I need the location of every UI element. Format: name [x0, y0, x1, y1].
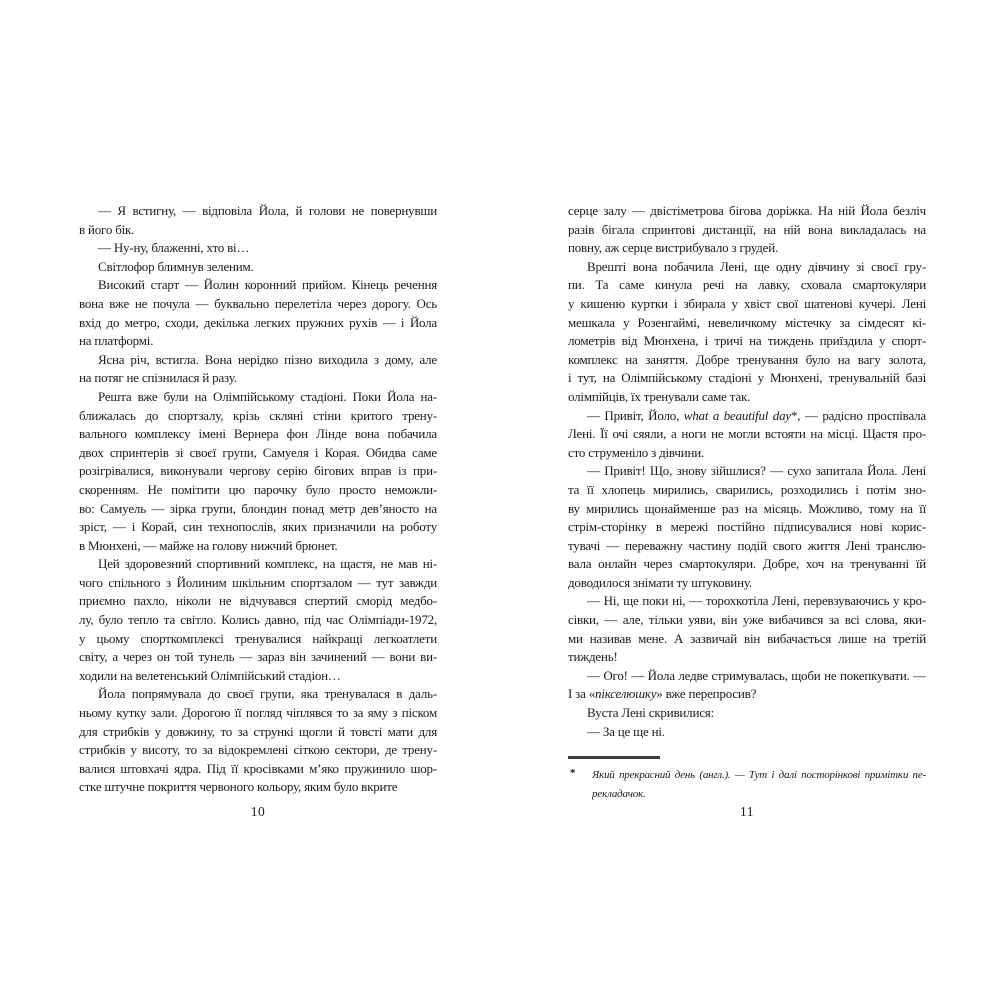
text-line: вона вже не почула — буквально перелетіла через дорогу. Ось [79, 295, 437, 311]
text-line: Решта вже були на Олімпійському стадіоні. Поки Йола на- [98, 388, 437, 404]
footnote-asterisk-marker: * [570, 766, 576, 779]
footnote-body [568, 766, 926, 805]
text-line: зріст, — і Корай, син технопослів, яких призначили на роботу [79, 519, 437, 535]
text-line: і тут, на Олімпійському стадіоні у Мюнхені, тренувальній базі [568, 370, 926, 386]
text-line: ньому кутку зали. Дорогою її погляд чіплявся то за яму з піском [79, 705, 437, 721]
text-line: доводилося знімати ту штуковину. [568, 574, 752, 590]
text-line: для стрибків у довжину, то за стрункі щогли й товсті мати для [79, 723, 437, 739]
text-line: Високий старт — Йолин коронний прийом. Кінець речення [98, 277, 437, 293]
text-line: — Привіт! Що, знову зійшлися? — сухо запитала Йола. Лені [587, 463, 926, 479]
text-line: ву мирились щонайменше раз на місяць. Можливо, тому на її [568, 500, 926, 516]
text-line: рекладачок. [592, 788, 646, 800]
text-line: сівки, — але, тільки уяви, він уже вибачився за всі слова, яки- [568, 612, 926, 628]
text-line: світу, а через он той тунель — зараз він зачинений — вони ви- [79, 649, 437, 665]
text-line: ми називав мене. А зазвичай він вибачається лише на третій [568, 630, 926, 646]
text-line: вхід до метро, сходи, декілька легких пружних рухів — і Йола [79, 314, 437, 330]
text-line: на потяг не спізнилася й разу. [79, 370, 237, 386]
text-line: лометрів від Мюнхена, і тричі на тиждень приїздила у спорт- [568, 333, 926, 349]
text-line: разів бігала спринтові дистанції, на ній вона викладалась на [568, 221, 926, 237]
text-line: — Ну-ну, блаженні, хто ві… [98, 240, 250, 256]
text-line: у цьому спорткомплексі тренувалися найкращі легкоатлети [79, 630, 437, 646]
text-line: Вуста Лені скривилися: [587, 705, 714, 721]
text-line: валися штовхачі ядра. Під її кросівками м’яко пружинило шор- [79, 760, 437, 776]
text-line: повну, аж серце вистрибувало з грудей. [568, 240, 779, 256]
text-line: тувачі — переважну частину подій свого життя Лені транслю- [568, 537, 926, 553]
text-line: вального комплексу імені Вернера фон Лінде вона побачила [79, 426, 437, 442]
text-line: в Мюнхені, — майже на голову нижчий брюнет. [79, 537, 338, 553]
text-line: та її хлопець мирились, сварились, розходились і потім зно- [568, 481, 926, 497]
text-line: тиждень! [568, 649, 618, 665]
text-line: Який прекрасний день (англ.). — Тут і далі посторінкові примітки пе- [592, 768, 926, 781]
text-line: ближалась до спортзалу, крізь скляні стіни критого трену- [79, 407, 437, 423]
text-line: І за «пікселюшку» вже перепросив? [568, 686, 757, 702]
text-line: — Привіт, Йоло, what a beautiful day*, — радісно проспівала [587, 407, 926, 423]
text-line: сто струменіло з дівчини. [568, 444, 705, 460]
text-line: на платформі. [79, 333, 154, 349]
footnote-divider-rule [568, 756, 660, 759]
text-line: скоренням. Не помітити цю парочку було просто неможли- [79, 481, 437, 497]
page-number-right: 11 [740, 804, 754, 819]
text-line: ходили на велетенський Олімпійський стадіон… [79, 667, 341, 683]
text-line: вала онлайн через смартокуляри. Добре, хоч на тренуванні їй [568, 556, 926, 572]
text-line: в його бік. [79, 221, 135, 237]
text-line: серце залу — двістіметрова бігова доріжка. На ній Йола безліч [568, 203, 926, 218]
text-line: у кишеню куртки і збирала у хвіст свої шатенові кучері. Лені [568, 295, 926, 311]
text-line: розігрівалися, виконували чергову серію бігових вправ із при- [79, 463, 437, 479]
text-line: лу, було тепло та світло. Колись давно, під час Олімпіади-1972, [79, 612, 437, 628]
text-line: стрибків у висоту, то за відокремлені сіткою сектори, де трену- [79, 742, 437, 758]
text-line: Врешті вона побачила Лені, ще одну дівчину зі своєї гру- [587, 258, 926, 274]
text-line: пи. Та саме кинула речі на лавку, сховала смартокуляри [568, 277, 926, 293]
text-line: — За це ще ні. [587, 723, 665, 739]
right-page-text-column [568, 202, 926, 741]
text-line: олімпійців, їх тренували саме так. [568, 388, 751, 404]
text-line: стке штучне покриття червоного кольору, яким було вкрите [79, 779, 398, 795]
text-line: — Ні, ще поки ні, — торохкотіла Лені, перевзуваючись у кро- [587, 593, 926, 609]
text-line: комплекс на заняття. Добре тренування було на вагу золота, [568, 351, 926, 367]
footnote-text [592, 766, 926, 805]
text-line: чого спільного з Йолиним шкільним спортзалом — тут завжди [79, 574, 437, 590]
text-line: — Ого! — Йола ледве стримувалась, щоби не покепкувати. — [587, 667, 926, 683]
text-line: Світлофор блимнув зеленим. [98, 258, 254, 274]
page-number-left: 10 [250, 804, 266, 819]
footnote [568, 756, 926, 805]
text-line: двох спринтерів зі своєї групи, Самуеля і Корая. Обидва саме [79, 444, 437, 460]
text-line: стрім-сторінку в мережі постійно підписувалися нові корис- [568, 519, 926, 535]
text-line: Ясна річ, встигла. Вона нерідко пізно виходила з дому, але [98, 351, 437, 367]
text-line: во: Самуель — зірка групи, блондин понад метр дев’яносто на [79, 500, 437, 516]
text-line: — Я встигну, — відповіла Йола, й голови не повернувши [98, 203, 437, 218]
text-line: Цей здоровезний спортивний комплекс, на щастя, не мав ні- [98, 556, 437, 572]
left-page-text-column [79, 202, 437, 797]
text-line: Йола попрямувала до своєї групи, яка тренувалася в даль- [98, 686, 437, 702]
text-line: Лені. Її очі сяяли, а ноги не могли встояти на місці. Щастя про- [568, 426, 926, 442]
text-line: мешкала у Розенгаймі, невеличкому містечку за сімдесят кі- [568, 314, 926, 330]
text-line: приємно пахло, ніколи не відчувався спертий сморід медбо- [79, 593, 437, 609]
